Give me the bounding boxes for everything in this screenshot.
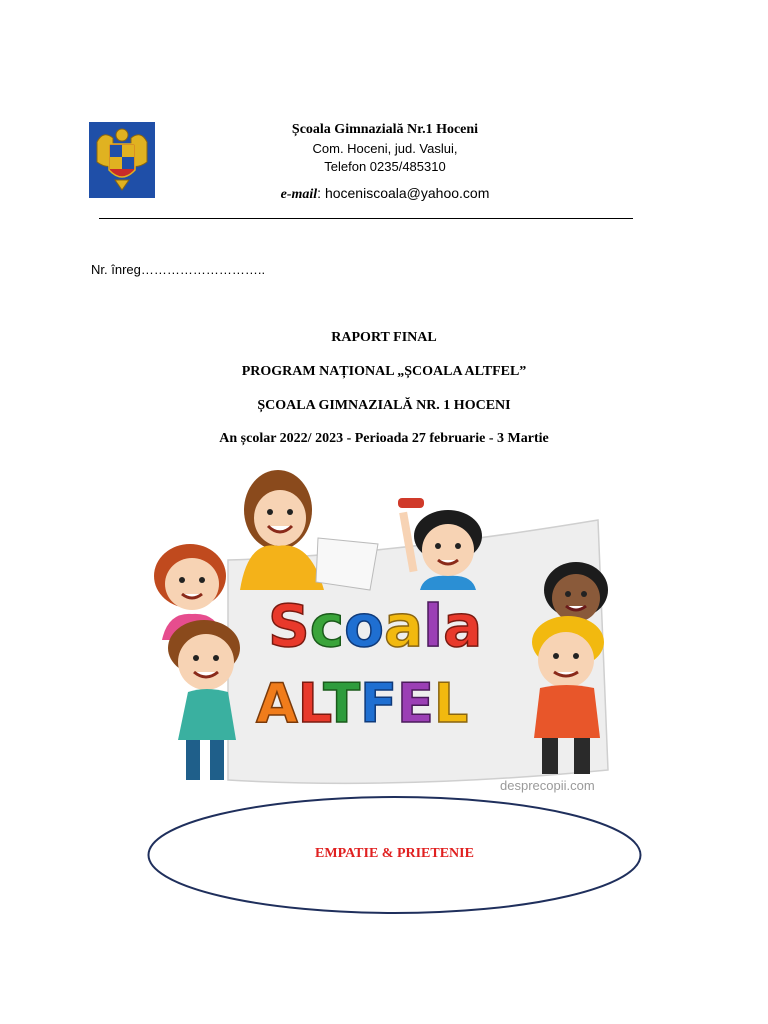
email-value: : hoceniscoala@yahoo.com	[317, 185, 490, 201]
letter-E: E	[397, 672, 434, 735]
scoala-altfel-illustration	[148, 460, 618, 800]
banner-word-scoala	[268, 592, 482, 660]
letter-c: c	[309, 592, 345, 660]
letter-o: o	[344, 592, 385, 660]
school-name: Școala Gimnazială Nr.1 Hoceni	[291, 122, 479, 137]
registration-number: Nr. înreg………………………..	[91, 262, 266, 277]
school-phone: Telefon 0235/485310	[324, 159, 446, 174]
header-divider	[99, 218, 633, 219]
letter-a2: a	[443, 592, 483, 660]
email-label: e-mail	[280, 187, 318, 202]
school-email-line	[200, 184, 570, 204]
coat-of-arms-icon	[89, 122, 155, 198]
letter-a1: a	[384, 592, 424, 660]
letter-l: l	[423, 592, 444, 660]
teacher-figure	[240, 470, 378, 590]
letter-F: F	[360, 672, 398, 735]
motto-text: EMPATIE & PRIETENIE	[315, 846, 474, 861]
program-title: PROGRAM NAȚIONAL „ȘCOALA ALTFEL”	[241, 364, 527, 379]
school-year-period: An școlar 2022/ 2023 - Perioada 27 februarie - 3 Martie	[219, 431, 549, 446]
school-address: Com. Hoceni, jud. Vaslui,	[312, 141, 458, 156]
report-title: RAPORT FINAL	[331, 330, 437, 345]
letter-A: A	[256, 672, 298, 735]
letter-T: T	[323, 672, 361, 735]
watermark-text: desprecopii.com	[500, 778, 595, 793]
banner-word-altfel	[256, 672, 468, 735]
letter-L2: L	[433, 672, 469, 735]
letter-L: L	[297, 672, 324, 735]
school-title: ȘCOALA GIMNAZIALĂ NR. 1 HOCENI	[257, 398, 511, 413]
letter-S: S	[268, 592, 310, 660]
